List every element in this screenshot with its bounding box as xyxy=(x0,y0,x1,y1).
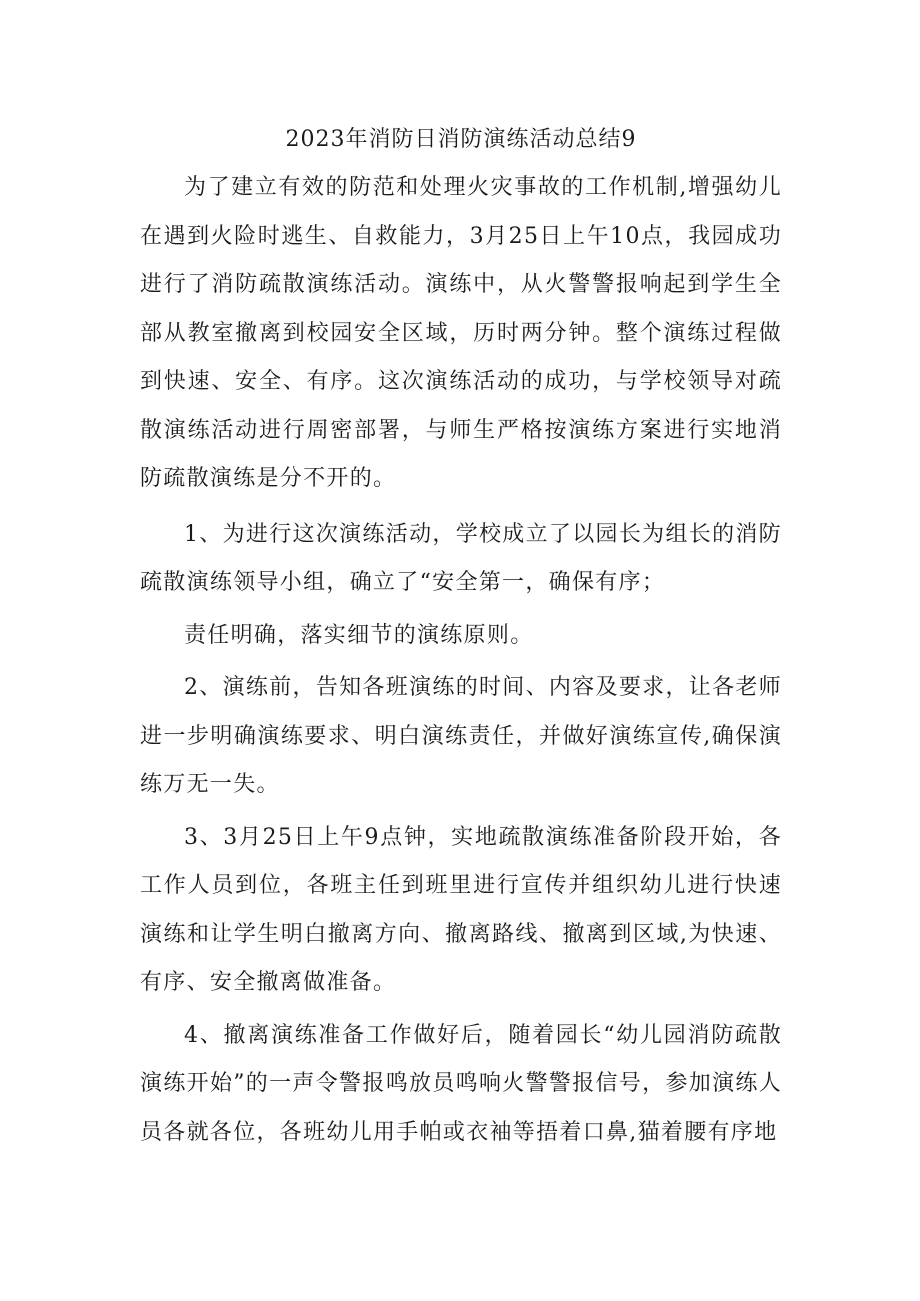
paragraph-intro: 为了建立有效的防范和处理火灾事故的工作机制,增强幼儿在遇到火险时逃生、自救能力，3月25日上午10点，我园成功进行了消防疏散演练活动。演练中，从火警警报响起到学生全部从教室撤离到校园安全区域，历时两分钟。整个演练过程做到快速、安全、有序。这次演练活动的成功，与学校领导对疏散演练活动进行周密部署，与师生严格按演练方案进行实地消防疏散演练是分不开的。 xyxy=(140,175,782,491)
paragraph-item-1-continued: 责任明确，落实细节的演练原则。 xyxy=(184,622,534,648)
paragraph-item-2: 2、演练前，告知各班演练的时间、内容及要求，让各老师进一步明确演练要求、明白演练责任，并做好演练宣传,确保演练万无一失。 xyxy=(140,675,782,797)
document-body xyxy=(140,164,782,1157)
paragraph-item-3: 3、3月25日上午9点钟，实地疏散演练准备阶段开始，各工作人员到位，各班主任到班里进行宣传并组织幼儿进行快速演练和让学生明白撤离方向、撤离路线、撤离到区域,为快速、有序、安全撤离做准备。 xyxy=(140,824,782,995)
document-title: 2023年消防日消防演练活动总结9 xyxy=(285,127,637,152)
paragraph-item-4: 4、撤离演练准备工作做好后，随着园长“幼儿园消防疏散演练开始”的一声令警报鸣放员鸣响火警警报信号，参加演练人员各就各位，各班幼儿用手帕或衣袖等捂着口鼻,猫着腰有序地 xyxy=(140,1022,782,1145)
paragraph-item-1: 1、为进行这次演练活动，学校成立了以园长为组长的消防疏散演练领导小组，确立了“安全第一，确保有序； xyxy=(140,521,782,595)
